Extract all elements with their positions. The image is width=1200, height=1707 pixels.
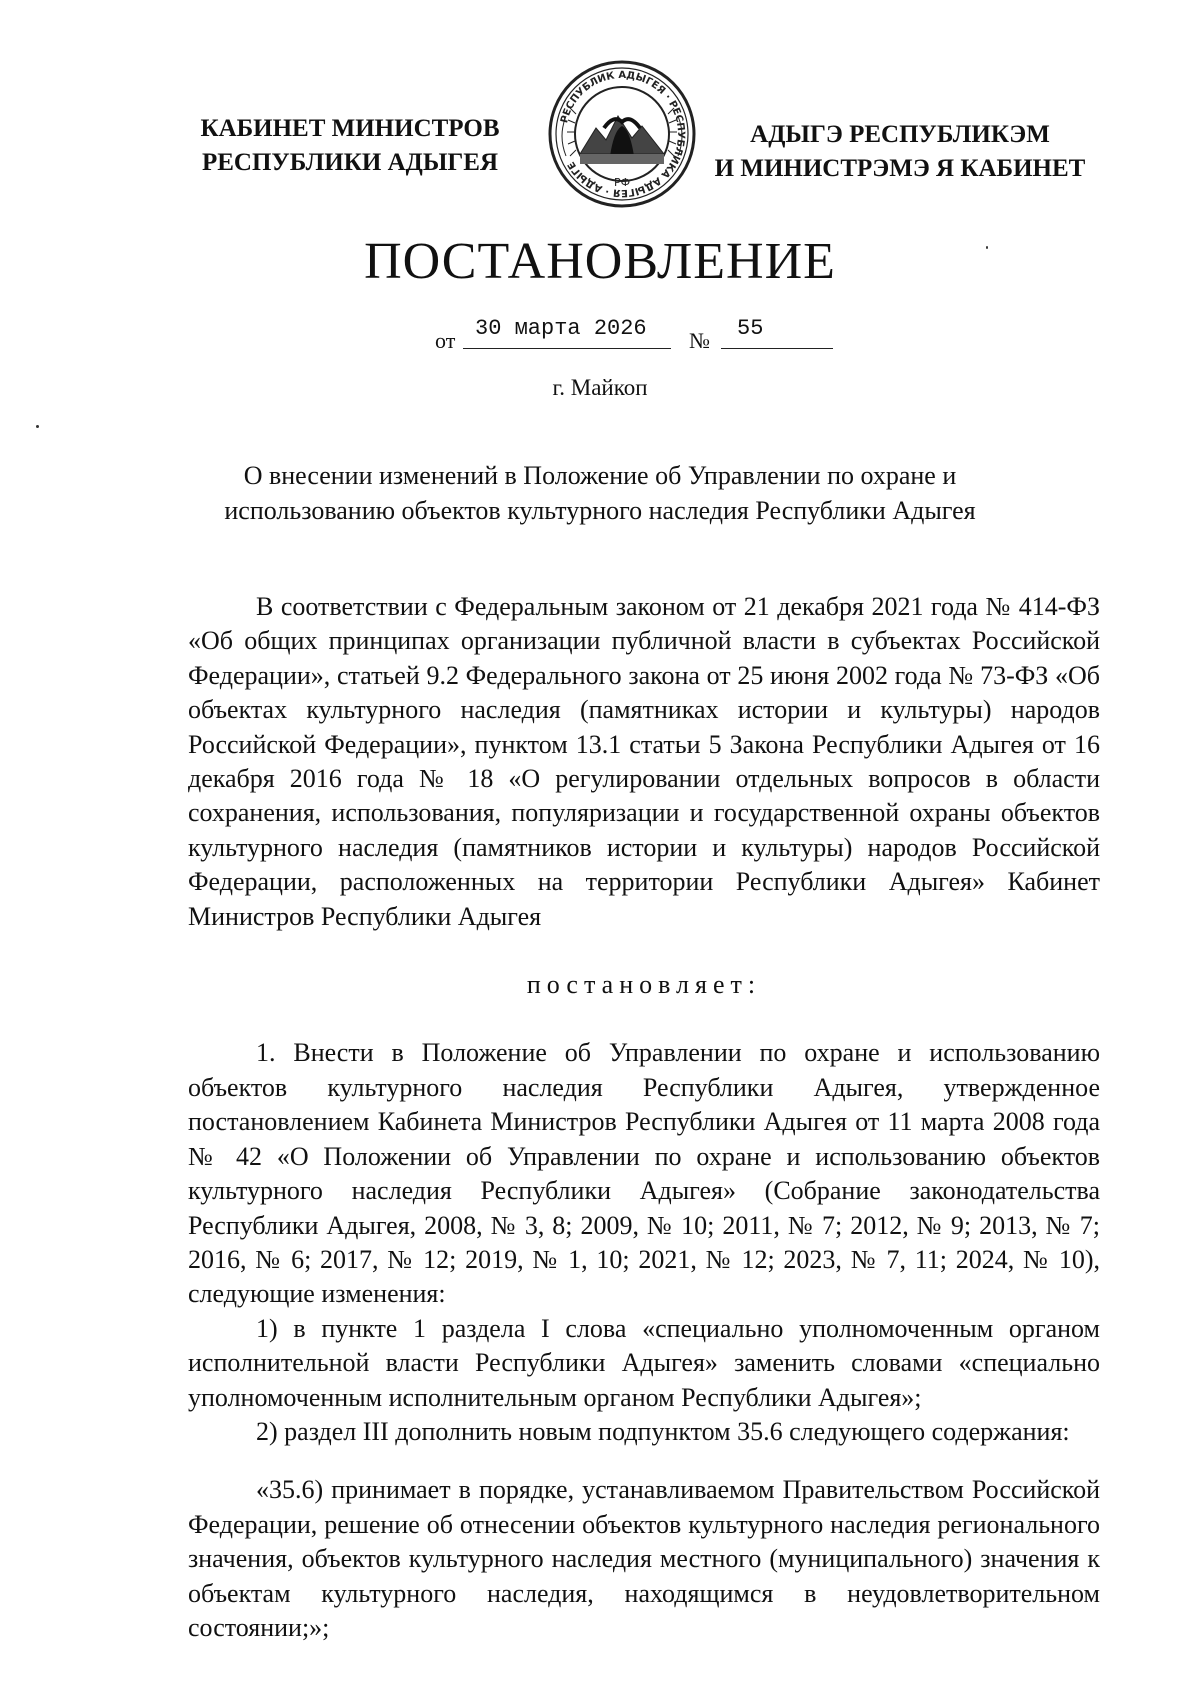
number-label: № (689, 328, 710, 353)
subpoint-35-6-text: «35.6) принимает в порядке, устанавливаемом Правительством Российской Федерации, решение об отнесении объектов культурного наследия регионального значения, объектов культурного наследия местного (муниципального) значения к объектам культурного наследия, находящимся в неудовлетворительном состоянии;»; (188, 1475, 1100, 1642)
item-1-paragraph: 1. Внести в Положение об Управлении по охране и использованию объектов культурного наследия Республики Адыгея, утвержденное постановлением Кабинета Министров Республики Адыгея от 11 марта 2008 года № 42 «О Положении об Управлении по охране и использованию объектов культурного наследия Республики Адыгея» (Собрание законодательства Республики Адыгея, 2008, № 3, 8; 2009, № 10; 2011, № 7; 2012, № 9; 2013, № 7; 2016, № 6; 2017, № 12; 2019, № 1, 10; 2021, № 12; 2023, № 7, 11; 2024, № 10), следующие изменения: (188, 1038, 1100, 1309)
issuer-line-2: РЕСПУБЛИКИ АДЫГЕЯ (201, 149, 499, 176)
svg-text:РФ: РФ (613, 176, 631, 189)
document-subject (200, 458, 1000, 528)
subject-line-1: О внесении изменений в Положение об Управлении по охране и (243, 461, 957, 490)
date-underline (463, 348, 671, 349)
issuer-name-adyghe (700, 118, 1100, 186)
state-emblem-seal (546, 58, 698, 210)
issuer-line-1: КАБИНЕТ МИНИСТРОВ (200, 115, 500, 142)
date-from-label: от (435, 328, 456, 353)
document-number: 55 (737, 316, 764, 341)
document-type-title: ПОСТАНОВЛЕНИЕ (364, 233, 836, 290)
scan-speck (986, 246, 988, 249)
decree-word: постановляет: (526, 970, 762, 1000)
preamble-paragraph: В соответствии с Федеральным законом от 21 декабря 2021 года № 414-ФЗ «Об общих принципах организации публичной власти в субъектах Российской Федерации», статьей 9.2 Федерального закона от 25 июня 2002 года № 73-ФЗ «Об объектах культурного наследия (памятниках истории и культуры) народов Российской Федерации», пунктом 13.1 статьи 5 Закона Республики Адыгея от 16 декабря 2016 года № 18 «О регулировании отдельных вопросов в области сохранения, использования, популяризации и государственной охраны объектов культурного наследия (памятников истории и культуры) народов Российской Федерации, расположенных на территории Республики Адыгея» Кабинет Министров Республики Адыгея (188, 592, 1100, 931)
svg-text:РЕСПУБЛИК АДЫГЕЯ · РЕСПУБЛИКА: РЕСПУБЛИК АДЫГЕЯ · РЕСПУБЛИКА АДЫГЕЯ · АДЫГЕ (559, 69, 687, 199)
subject-line-2: использованию объектов культурного наследия Республики Адыгея (224, 496, 976, 525)
number-underline (721, 348, 833, 349)
issuer-line-2-adyghe: И МИНИСТРЭМЭ Я КАБИНЕТ (714, 155, 1086, 182)
scan-speck (36, 425, 39, 428)
place-of-issue: г. Майкоп (552, 375, 648, 400)
issuer-line-1-adyghe: АДЫГЭ РЕСПУБЛИКЭМ (750, 121, 1050, 148)
issuer-name-russian (180, 112, 520, 180)
document-body (188, 590, 1100, 1645)
document-date: 30 марта 2026 (475, 316, 647, 341)
paragraph-gap (188, 1449, 1100, 1473)
subitem-1-paragraph: 1) в пункте 1 раздела I слова «специально уполномоченным органом исполнительной власти Республики Адыгея» заменить словами «специально уполномоченным исполнительным органом Республики Адыгея»; (188, 1313, 1100, 1412)
subitem-2-paragraph: 2) раздел III дополнить новым подпунктом 35.6 следующего содержания: (256, 1416, 1070, 1446)
